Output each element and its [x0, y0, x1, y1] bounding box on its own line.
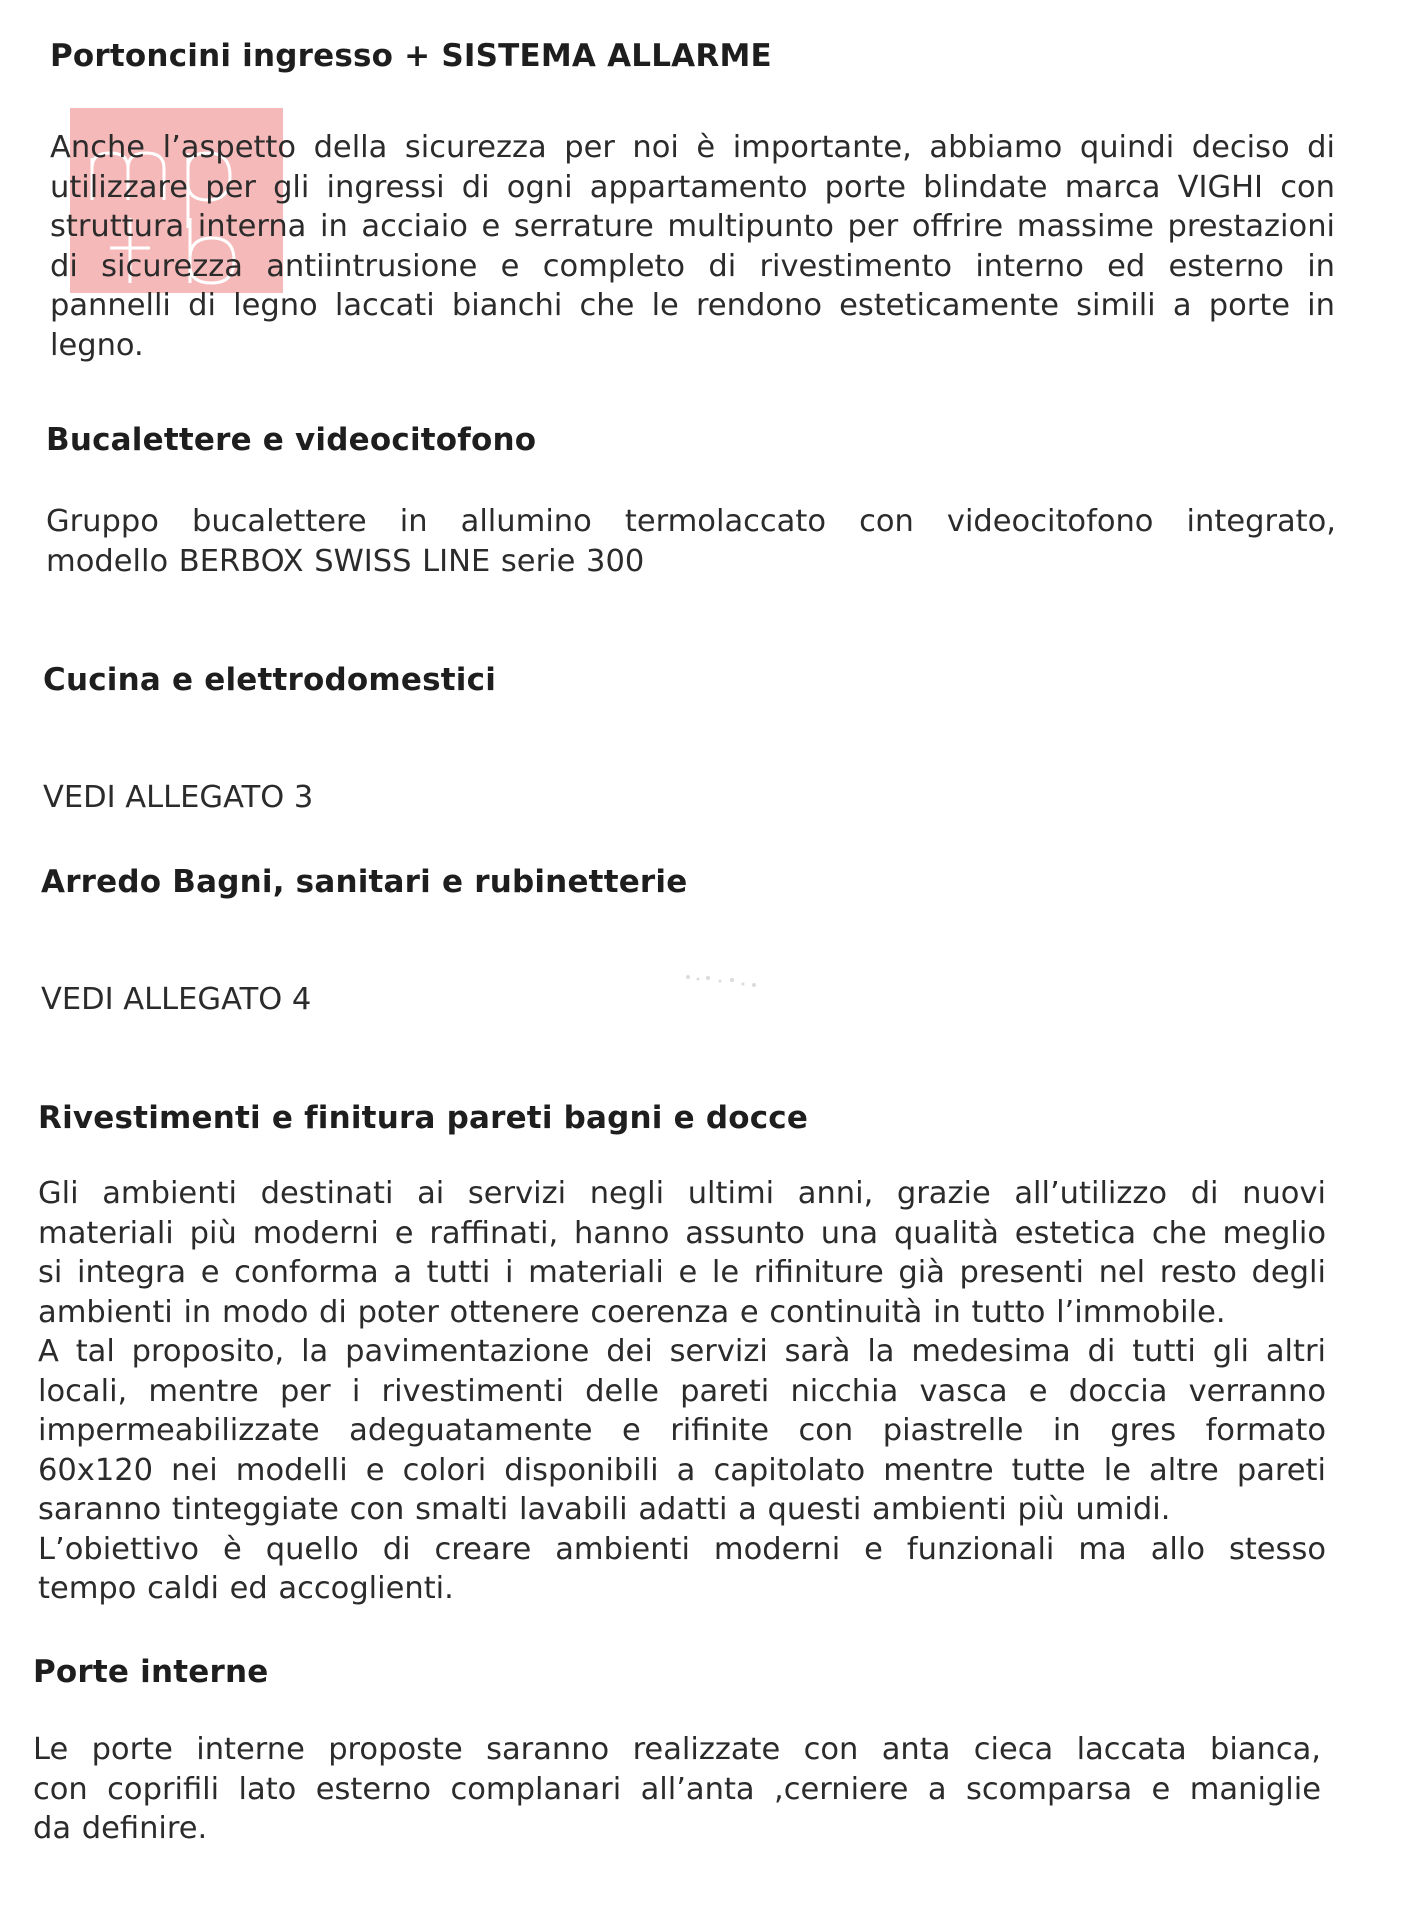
section-porte [33, 1652, 1323, 1849]
paragraph-line: tempo caldi ed accoglienti. [38, 1571, 454, 1606]
paragraph-line: Gruppo bucalettere in allumino termolaccato con videocitofono integrato, [46, 504, 1336, 539]
section-rivestimenti [38, 1098, 1328, 1609]
paragraph-bucalettere [46, 502, 1336, 581]
paragraph-line: da definire. [33, 1811, 208, 1846]
paragraph-line: A tal proposito, la pavimentazione dei servizi sarà la medesima di tutti gli altri [38, 1334, 1326, 1369]
paragraph-line: materiali più moderni e raffinati, hanno assunto una qualità estetica che meglio [38, 1215, 1326, 1251]
section-cucina [43, 660, 1333, 818]
paragraph-line: ambienti in modo di poter ottenere coerenza e continuità in tutto l’immobile. [38, 1294, 1226, 1330]
paragraph-line: struttura interna in acciaio e serrature multipunto per offrire massime prestazioni [50, 209, 1335, 244]
paragraph-line: Le porte interne proposte saranno realizzate con anta cieca laccata bianca, [33, 1732, 1321, 1767]
section-arredo [41, 862, 1331, 1020]
scan-smudge-mark [680, 965, 770, 995]
paragraph-portoncini [50, 128, 1335, 365]
section-portoncini [50, 36, 1340, 365]
cucina-allegato-text: VEDI ALLEGATO 3 [43, 780, 314, 815]
heading-bucalettere: Bucalettere e videocitofono [46, 422, 537, 458]
paragraph-line: di sicurezza antiintrusione e completo di rivestimento interno ed esterno in [50, 248, 1335, 284]
paragraph-line: L’obiettivo è quello di creare ambienti moderni e funzionali ma allo stesso [38, 1531, 1326, 1567]
paragraph-line: Gli ambienti destinati ai servizi negli ultimi anni, grazie all’utilizzo di nuovi [38, 1176, 1326, 1211]
paragraph-line: utilizzare per gli ingressi di ogni appartamento porte blindate marca VIGHI con [50, 169, 1335, 205]
heading-portoncini: Portoncini ingresso + SISTEMA ALLARME [50, 38, 772, 74]
paragraph-line: legno. [50, 327, 144, 363]
heading-cucina: Cucina e elettrodomestici [43, 662, 497, 698]
paragraph-line: saranno tinteggiate con smalti lavabili adatti a questi ambienti più umidi. [38, 1492, 1171, 1527]
paragraph-line: Anche l’aspetto della sicurezza per noi è importante, abbiamo quindi deciso di [50, 130, 1335, 165]
paragraph-line: locali, mentre per i rivestimenti delle pareti nicchia vasca e doccia verranno [38, 1373, 1326, 1409]
paragraph-line: 60x120 nei modelli e colori disponibili a capitolato mentre tutte le altre pareti [38, 1452, 1326, 1488]
paragraph-line: impermeabilizzate adeguatamente e rifinite con piastrelle in gres formato [38, 1413, 1326, 1448]
section-bucalettere [46, 420, 1336, 581]
paragraph-line: con coprifili lato esterno complanari all’anta ,cerniere a scomparsa e maniglie [33, 1771, 1321, 1807]
paragraph-rivestimenti [38, 1174, 1326, 1609]
heading-arredo: Arredo Bagni, sanitari e rubinetterie [41, 864, 688, 900]
paragraph-porte [33, 1730, 1321, 1849]
arredo-allegato-text: VEDI ALLEGATO 4 [41, 982, 312, 1017]
paragraph-line: modello BERBOX SWISS LINE serie 300 [46, 543, 645, 579]
heading-rivestimenti: Rivestimenti e finitura pareti bagni e docce [38, 1100, 809, 1136]
paragraph-line: pannelli di legno laccati bianchi che le rendono esteticamente simili a porte in [50, 288, 1335, 323]
paragraph-line: si integra e conforma a tutti i materiali e le rifiniture già presenti nel resto degli [38, 1255, 1326, 1290]
heading-porte: Porte interne [33, 1654, 269, 1690]
